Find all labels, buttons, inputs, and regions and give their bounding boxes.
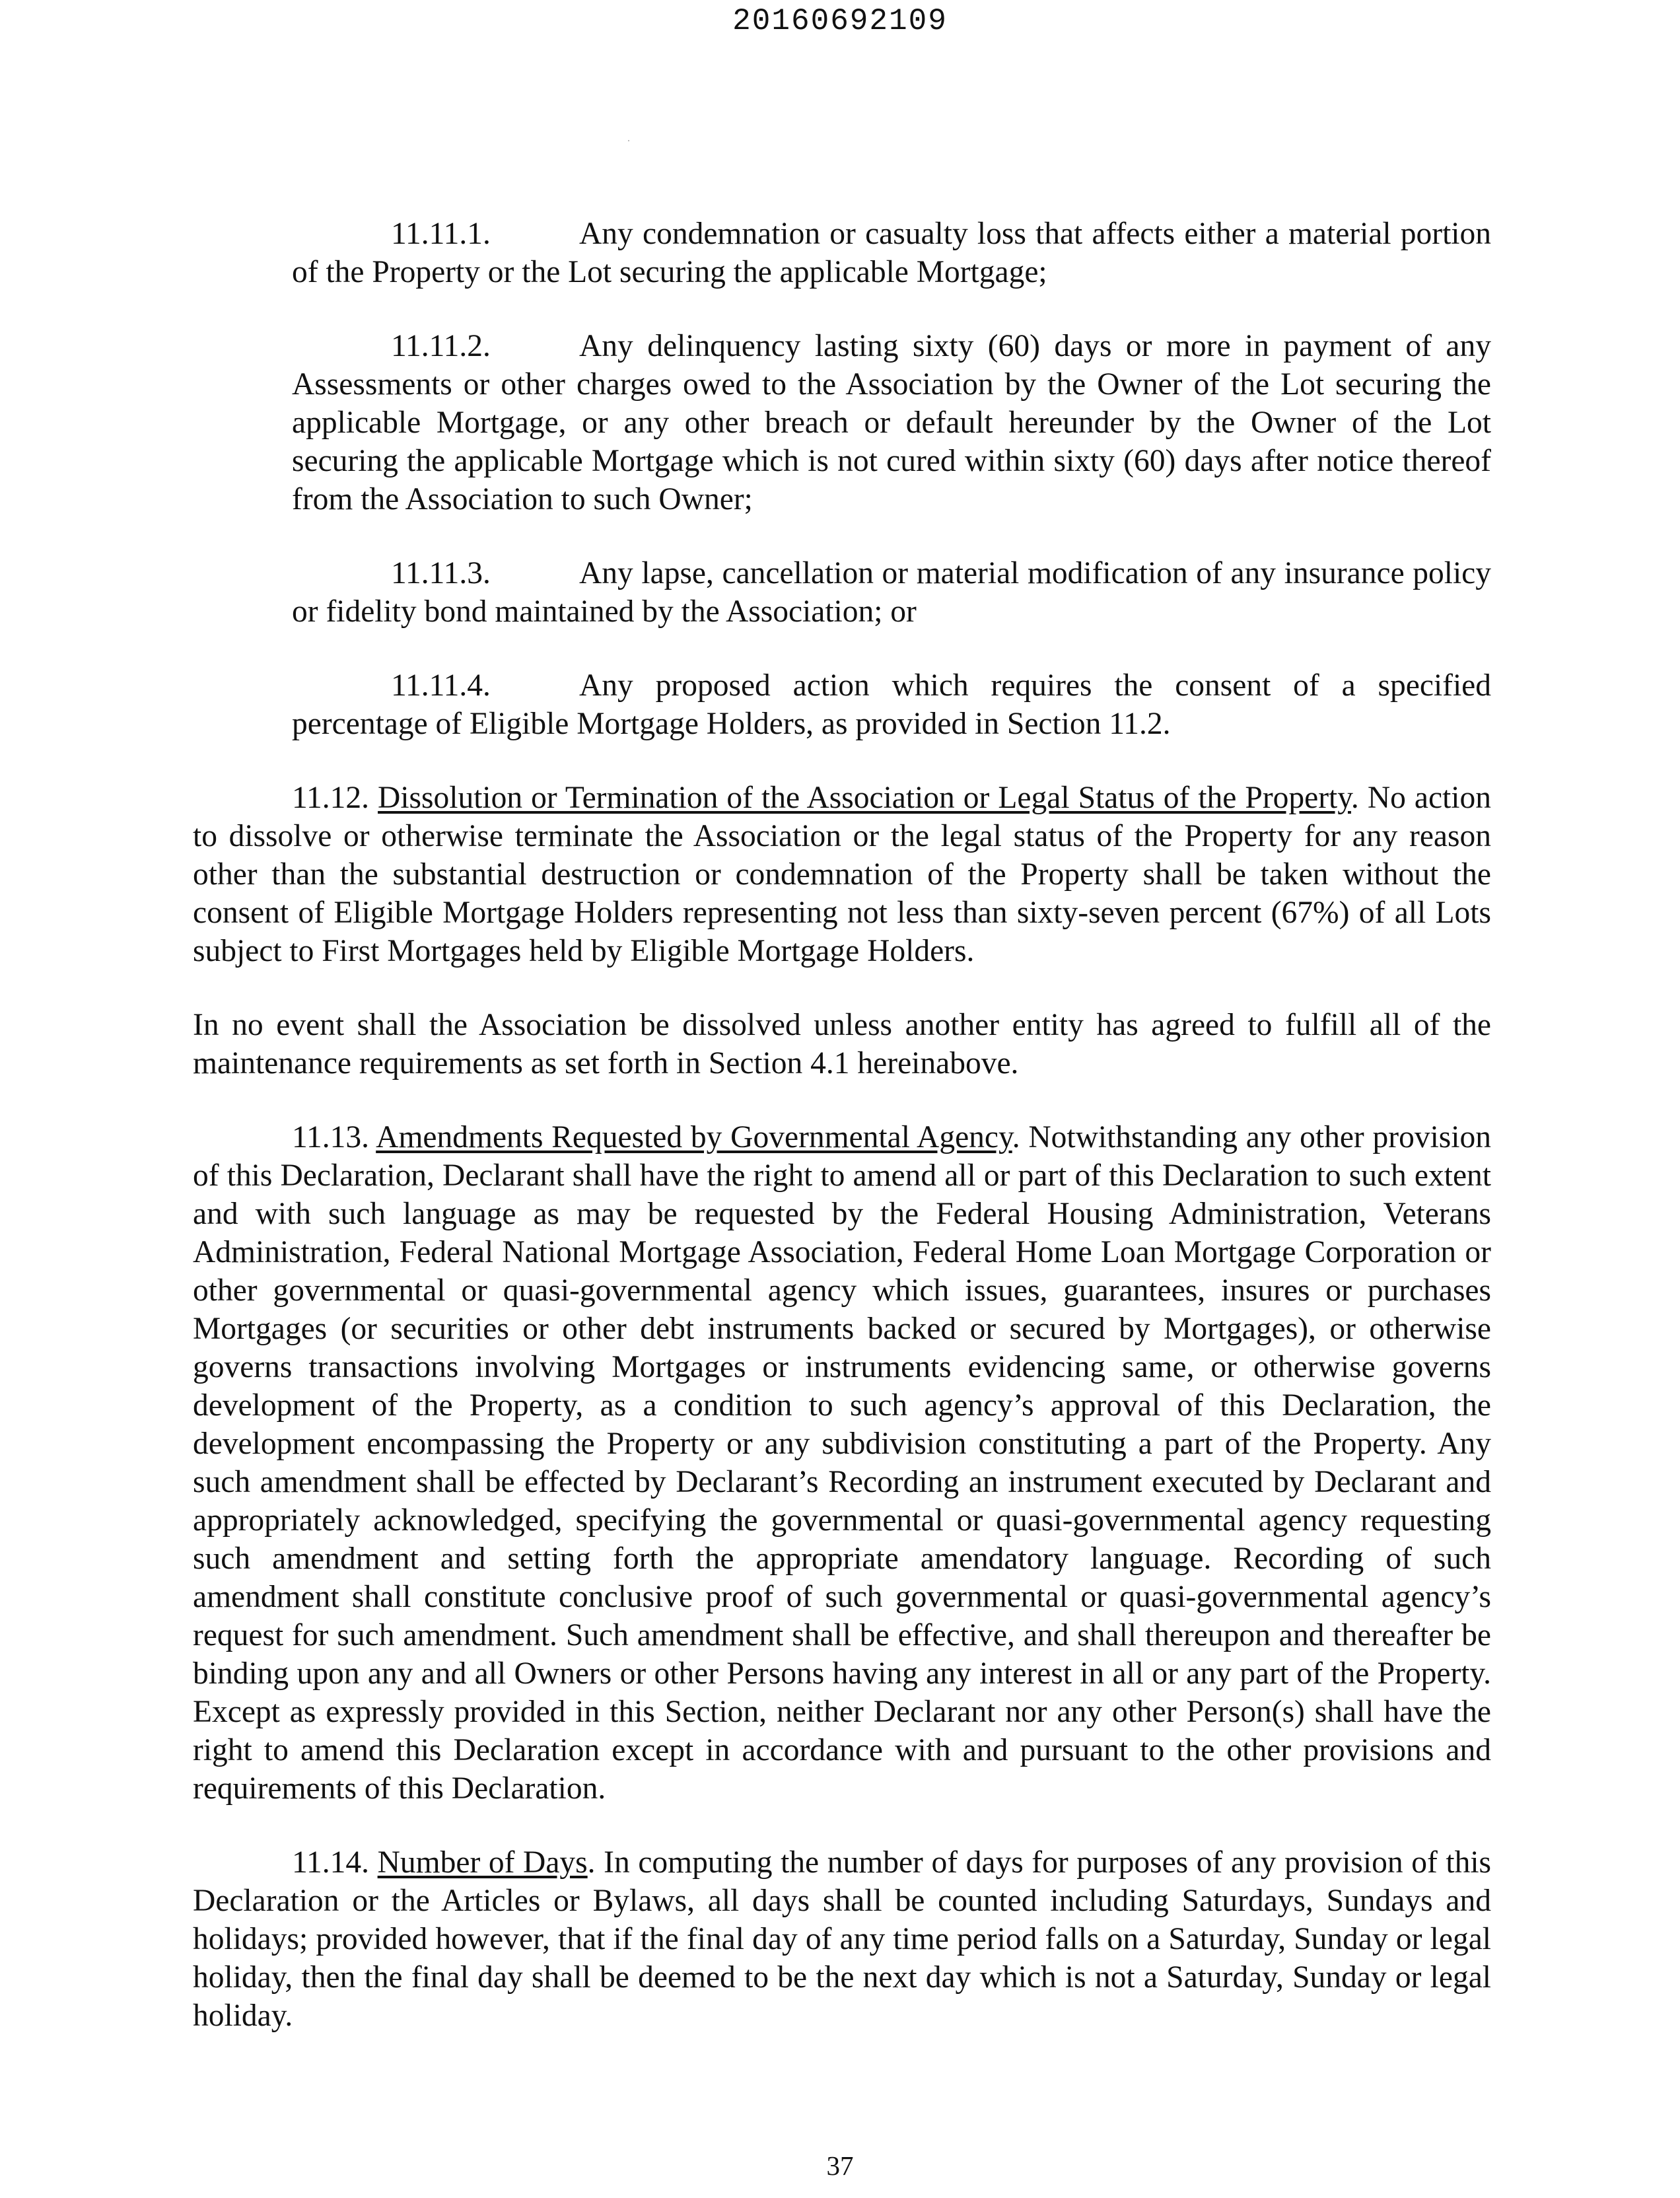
section-text: Any lapse, cancellation or material modification of any insurance policy or fidelity bond maintained by the Association; or [292, 556, 1491, 629]
section-heading: Dissolution or Termination of the Association or Legal Status of the Property [378, 781, 1351, 815]
section-11-11-1 [292, 215, 1491, 291]
section-number: 11.12. [292, 781, 369, 815]
section-number: 11.11.3. [391, 556, 491, 590]
section-11-12 [193, 779, 1491, 970]
section-11-13 [193, 1118, 1491, 1808]
scan-speck [628, 140, 629, 141]
section-heading: Amendments Requested by Governmental Agency [376, 1120, 1012, 1154]
section-text: Any proposed action which requires the consent of a specified percentage of Eligible Mortgage Holders, as provided in Section 11.2. [292, 668, 1491, 741]
section-text: Any condemnation or casualty loss that affects either a material portion of the Property or the Lot securing the applicable Mortgage; [292, 217, 1491, 289]
section-11-14 [193, 1843, 1491, 2035]
page-number: 37 [826, 2150, 854, 2181]
section-heading: Number of Days [377, 1845, 588, 1880]
section-11-11-4 [292, 666, 1491, 743]
section-number: 11.11.1. [391, 217, 491, 251]
document-body [193, 215, 1491, 2071]
document-number: 20160692109 [732, 4, 948, 38]
section-text: . No action to dissolve or otherwise terminate the Association or the legal status of the Property for any reason other than the substantial destruction or condemnation of the Property shall be taken without the consent of Eligible Mortgage Holders representing not less than sixty-seven percent (67%) of all Lots subject to First Mortgages held by Eligible Mortgage Holders. [193, 781, 1491, 968]
section-number: 11.11.2. [391, 329, 491, 363]
section-11-11-2 [292, 327, 1491, 518]
section-11-12-note [193, 1006, 1491, 1082]
section-11-11-3 [292, 554, 1491, 631]
section-text: In no event shall the Association be dissolved unless another entity has agreed to fulfill all of the maintenance requirements as set forth in Section 4.1 hereinabove. [193, 1008, 1491, 1081]
section-text: Any delinquency lasting sixty (60) days or more in payment of any Assessments or other charges owed to the Association by the Owner of the Lot securing the applicable Mortgage, or any other breach or default hereunder by the Owner of the Lot securing the applicable Mortgage which is not cured within sixty (60) days after notice thereof from the Association to such Owner; [292, 329, 1491, 516]
section-number: 11.14. [292, 1845, 369, 1880]
section-number: 11.13. [292, 1120, 369, 1154]
section-text: . Notwithstanding any other provision of this Declaration, Declarant shall have the right to amend all or part of this Declaration to such extent and with such language as may be requested by the Federal Housing Administration, Veterans Administration, Federal National Mortgage Association, Federal Home Loan Mortgage Corporation or other governmental or quasi-governmental agency which issues, guarantees, insures or purchases Mortgages (or securities or other debt instruments backed or secured by Mortgages), or otherwise governs transactions involving Mortgages or instruments evidencing same, or otherwise governs development of the Property, as a condition to such agency’s approval of this Declaration, the development encompassing the Property or any subdivision constituting a part of the Property. Any such amendment shall be effected by Declarant’s Recording an instrument executed by Declarant and appropriately acknowledged, specifying the governmental or quasi-governmental agency requesting such amendment and setting forth the appropriate amendatory language. Recording of such amendment shall constitute conclusive proof of such governmental or quasi-governmental agency’s request for such amendment. Such amendment shall be effective, and shall thereupon and thereafter be binding upon any and all Owners or other Persons having any interest in all or any part of the Property. Except as expressly provided in this Section, neither Declarant nor any other Person(s) shall have the right to amend this Declaration except in accordance with and pursuant to the other provisions and requirements of this Declaration. [193, 1120, 1491, 1806]
section-text: . In computing the number of days for purposes of any provision of this Declaration or the Articles or Bylaws, all days shall be counted including Saturdays, Sundays and holidays; provided however, that if the final day of any time period falls on a Saturday, Sunday or legal holiday, then the final day shall be deemed to be the next day which is not a Saturday, Sunday or legal holiday. [193, 1845, 1491, 2033]
section-number: 11.11.4. [391, 668, 491, 703]
